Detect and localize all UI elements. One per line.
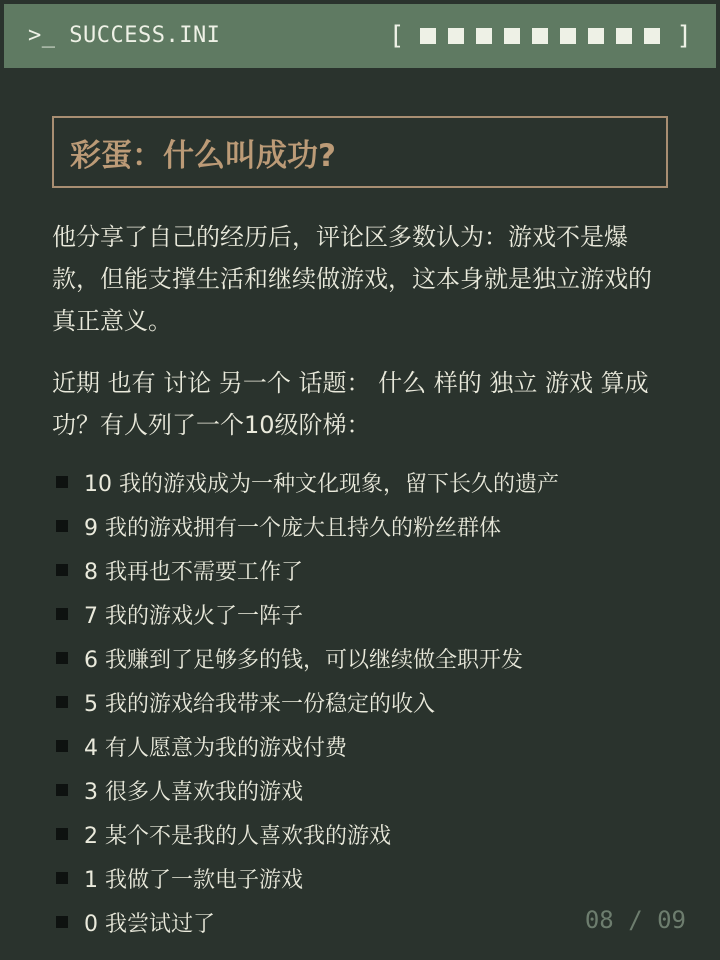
progress-blocks	[420, 28, 660, 44]
list-item-text: 0 我尝试过了	[84, 911, 215, 937]
list-item	[52, 680, 652, 724]
square-bullet-icon	[56, 828, 68, 840]
paragraph-2: 近期 也有 讨论 另一个 话题： 什么 样的 独立 游戏 算成功？有人列了一个10级阶梯：	[52, 369, 649, 439]
page-number: 08 / 09	[584, 906, 686, 934]
list-item	[52, 592, 652, 636]
progress-block	[616, 28, 632, 44]
square-bullet-icon	[56, 740, 68, 752]
list-item-text: 4 有人愿意为我的游戏付费	[84, 735, 347, 761]
list-item	[52, 504, 652, 548]
paragraph-1: 他分享了自己的经历后，评论区多数认为：游戏不是爆款，但能支撑生活和继续做游戏，这本身就是独立游戏的真正意义。	[52, 223, 652, 335]
list-item-text: 6 我赚到了足够多的钱，可以继续做全职开发	[84, 647, 523, 673]
success-ladder	[52, 460, 652, 944]
progress-open-bracket: [	[388, 21, 405, 51]
list-item	[52, 768, 652, 812]
list-item-text: 1 我做了一款电子游戏	[84, 867, 303, 893]
square-bullet-icon	[56, 608, 68, 620]
square-bullet-icon	[56, 916, 68, 928]
progress-block	[588, 28, 604, 44]
list-item	[52, 548, 652, 592]
list-item-text: 5 我的游戏给我带来一份稳定的收入	[84, 691, 435, 717]
window-title: >_ SUCCESS.INI	[28, 23, 221, 48]
list-item	[52, 856, 652, 900]
square-bullet-icon	[56, 476, 68, 488]
list-item	[52, 812, 652, 856]
list-item-text: 7 我的游戏火了一阵子	[84, 603, 303, 629]
progress-block	[644, 28, 660, 44]
progress-block	[420, 28, 436, 44]
title-bar	[4, 4, 716, 68]
heading-box	[52, 116, 668, 188]
progress-indicator	[389, 4, 692, 68]
square-bullet-icon	[56, 520, 68, 532]
progress-close-bracket: ]	[676, 21, 692, 51]
list-item-text: 9 我的游戏拥有一个庞大且持久的粉丝群体	[84, 515, 501, 541]
square-bullet-icon	[56, 784, 68, 796]
page-title: 彩蛋：什么叫成功?	[70, 137, 336, 174]
progress-block	[504, 28, 520, 44]
list-item	[52, 460, 652, 504]
list-item-text: 10 我的游戏成为一种文化现象，留下长久的遗产	[84, 471, 559, 497]
progress-block	[448, 28, 464, 44]
list-item-text: 3 很多人喜欢我的游戏	[84, 779, 303, 805]
progress-block	[476, 28, 492, 44]
progress-block	[532, 28, 548, 44]
square-bullet-icon	[56, 652, 68, 664]
list-item-text: 8 我再也不需要工作了	[84, 559, 303, 585]
square-bullet-icon	[56, 872, 68, 884]
list-item	[52, 900, 652, 944]
list-item	[52, 724, 652, 768]
square-bullet-icon	[56, 564, 68, 576]
list-item-text: 2 某个不是我的人喜欢我的游戏	[84, 823, 391, 849]
list-item	[52, 636, 652, 680]
progress-block	[560, 28, 576, 44]
square-bullet-icon	[56, 696, 68, 708]
